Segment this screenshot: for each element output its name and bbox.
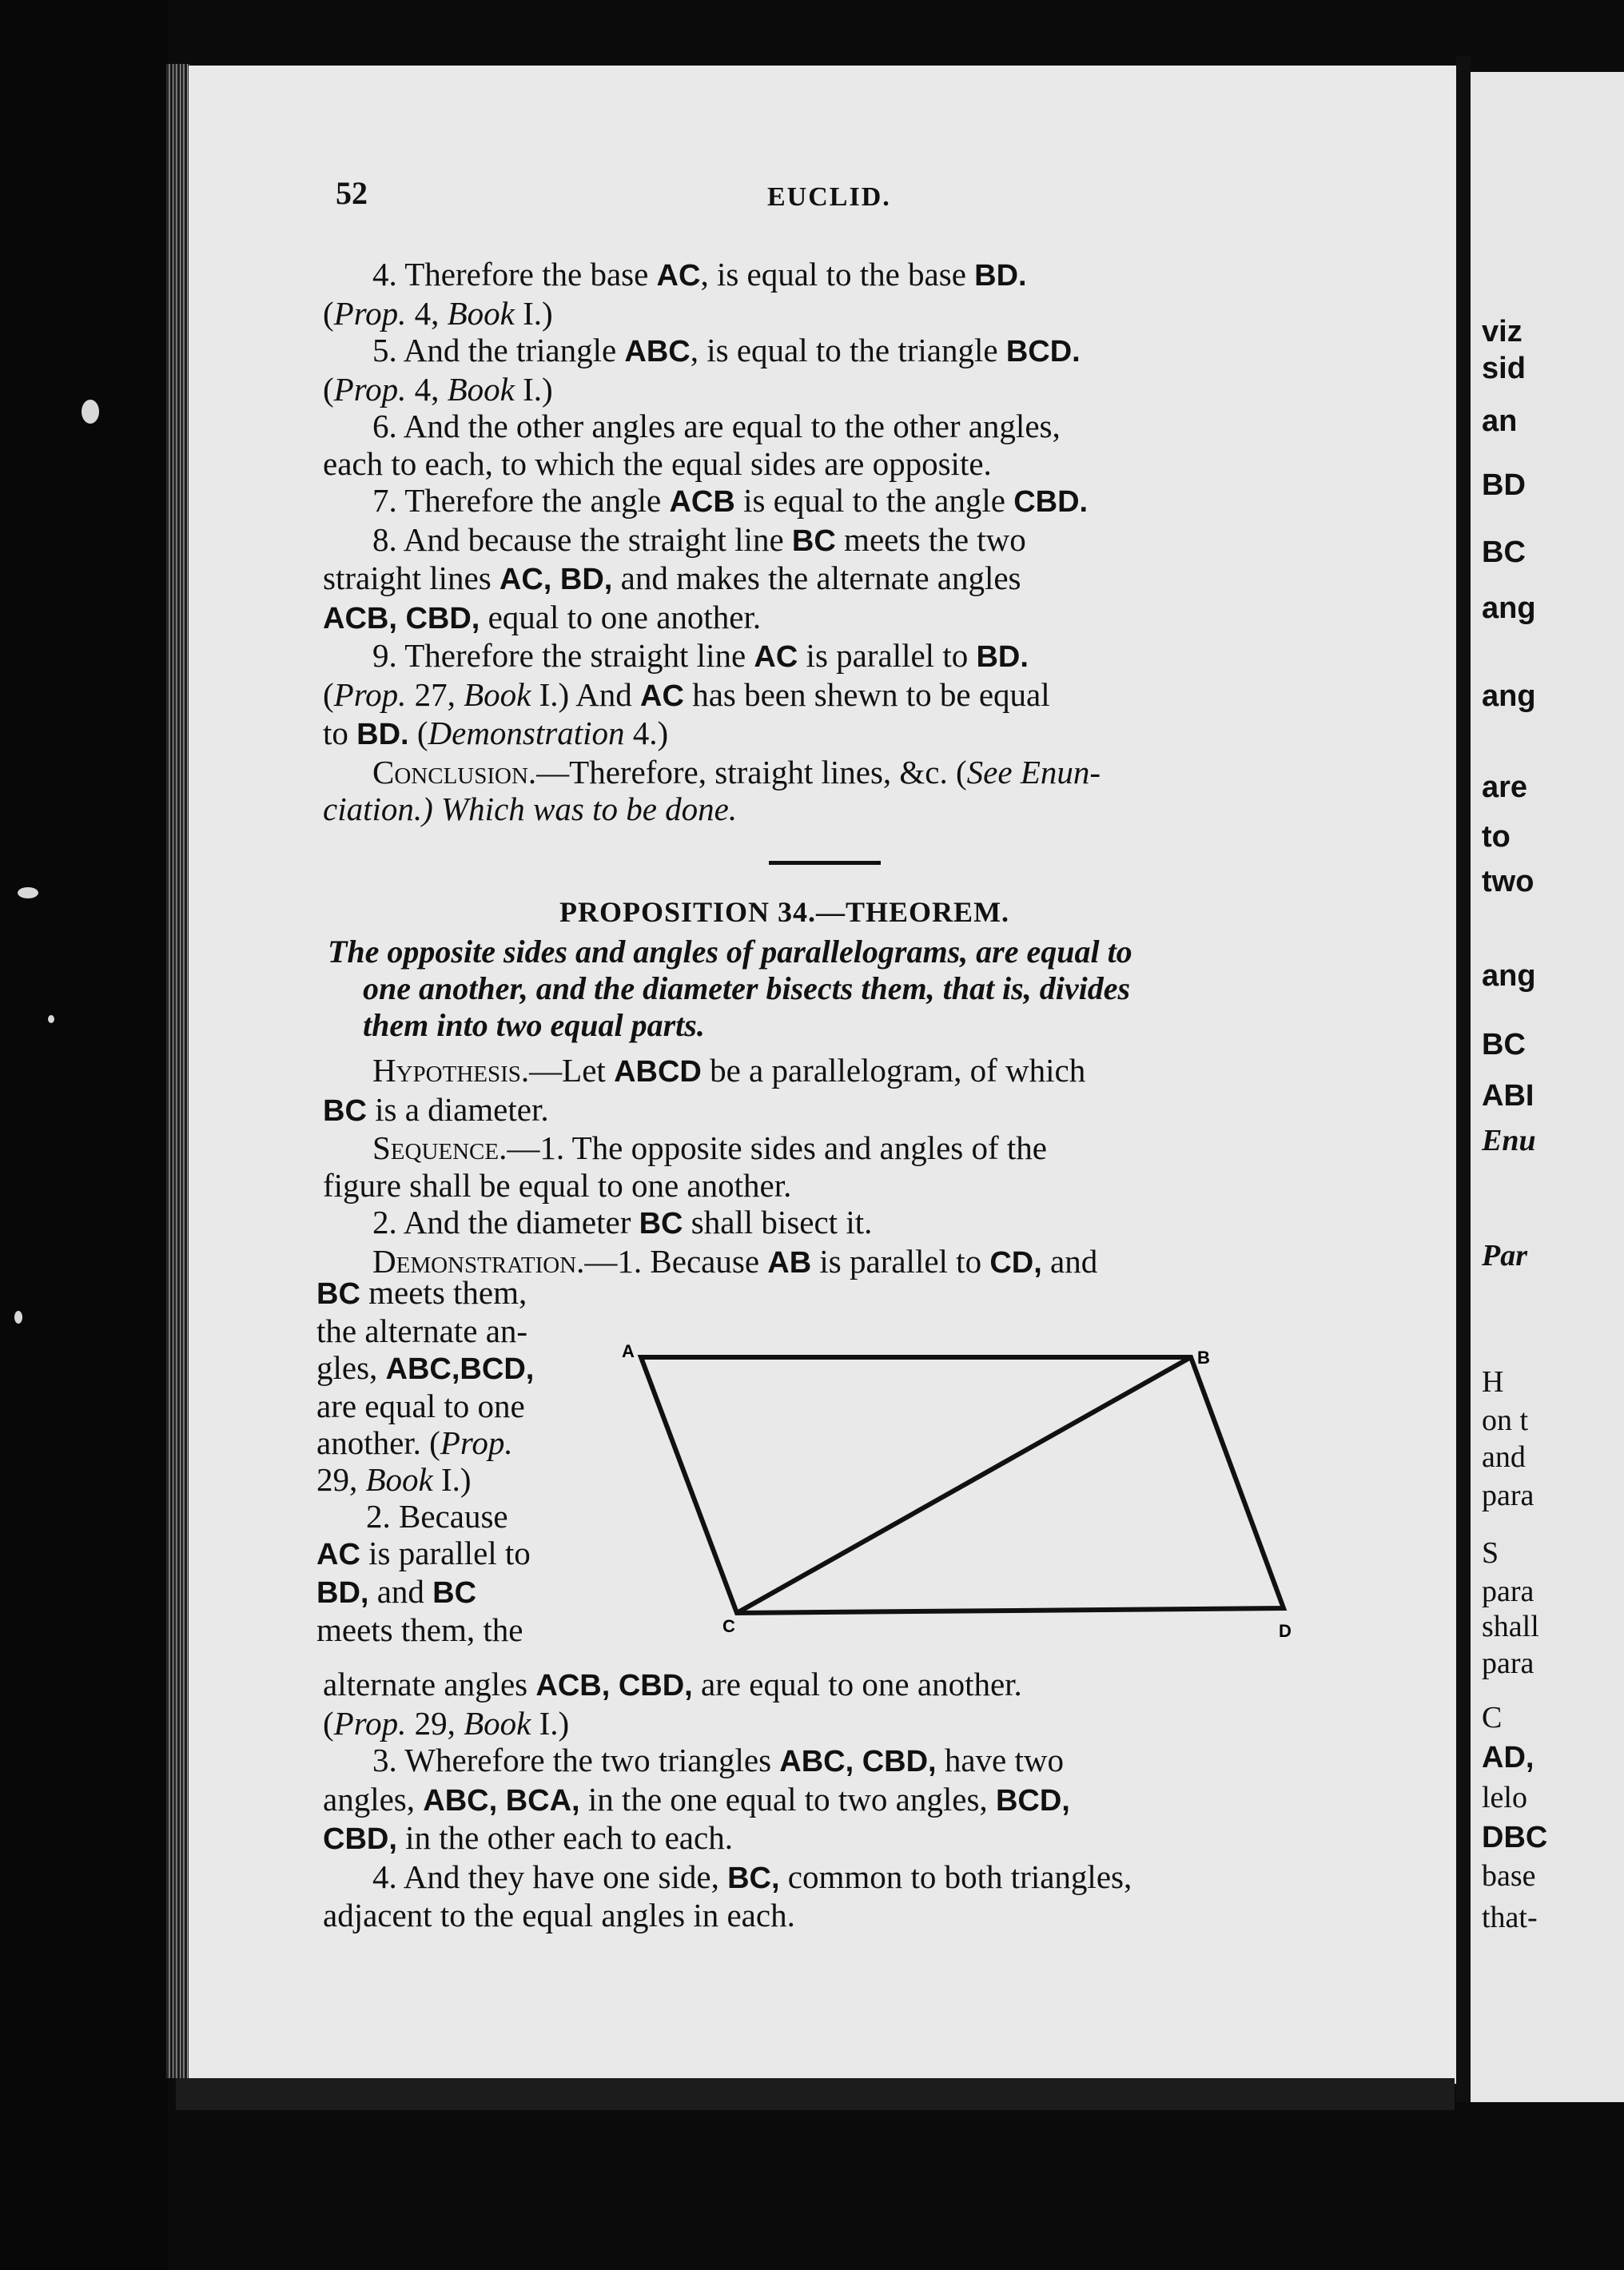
facing-page-fragment: two — [1482, 865, 1534, 898]
text-run: —Let — [529, 1052, 615, 1089]
text-run: has been shewn to be equal — [683, 675, 1050, 713]
text-run: BD, — [316, 1576, 369, 1610]
text-run: CBD, — [323, 1822, 397, 1856]
text-run: Book — [447, 294, 515, 332]
text-run: meets them, — [360, 1274, 527, 1311]
text-run: ACB, CBD, — [535, 1669, 693, 1702]
steps-middle — [323, 1052, 1322, 1281]
text-run: le — [592, 332, 625, 368]
text-line — [323, 1705, 1322, 1742]
text-line — [323, 445, 1322, 483]
text-run: AC — [656, 259, 701, 293]
figure-side-text — [316, 1274, 580, 1648]
text-run: ABC,BCD, — [385, 1352, 535, 1386]
page-gutter — [1456, 56, 1471, 2102]
enunciation-line: them into two equal parts. — [363, 1007, 705, 1043]
text-run: I.) — [514, 370, 553, 408]
text-run: 5. And the trian — [372, 332, 577, 368]
text-run: AC — [640, 679, 684, 713]
text-run: Prop. — [333, 1704, 407, 1742]
text-run: adjacent to the equal angles in each. — [323, 1897, 795, 1933]
text-run: 6. And the other angles are equal to the other angles, — [372, 408, 1061, 444]
text-run: Book — [464, 675, 531, 713]
text-run: BC — [791, 524, 836, 558]
text-line — [323, 295, 1322, 333]
facing-page-fragment: ang — [1482, 591, 1536, 625]
facing-page-fragment: H — [1482, 1365, 1504, 1399]
text-run: AC — [316, 1538, 360, 1571]
text-run: BCD, — [995, 1783, 1070, 1818]
text-run: —Therefore, straight lines, &c. ( — [536, 753, 967, 791]
text-line — [316, 1274, 580, 1312]
diameter-bc — [737, 1357, 1191, 1613]
text-run: and — [1041, 1242, 1098, 1280]
text-run: 29, — [406, 1704, 464, 1742]
text-line — [323, 791, 1322, 828]
text-run: I.) — [514, 294, 553, 332]
facing-page-fragment: viz — [1482, 315, 1522, 348]
text-run: BD. — [974, 259, 1027, 293]
facing-page-fragment: that- — [1482, 1901, 1538, 1934]
text-run: another. ( — [316, 1424, 440, 1461]
facing-page-fragment: para — [1482, 1647, 1534, 1680]
facing-page-fragment: sid — [1482, 352, 1526, 385]
text-line — [323, 371, 1322, 408]
facing-page-fragment: BD — [1482, 468, 1526, 502]
text-run: Prop. — [333, 675, 407, 713]
text-run: in the other each to each. — [396, 1819, 733, 1856]
facing-page-fragment: ang — [1482, 959, 1536, 993]
facing-page-fragment: ABI — [1482, 1079, 1534, 1113]
facing-page-fragment: lelo — [1482, 1781, 1527, 1814]
steps-bottom — [323, 1666, 1322, 1934]
facing-page-fragment: on t — [1482, 1404, 1529, 1437]
text-run: gles, — [316, 1349, 386, 1386]
text-line — [323, 676, 1322, 715]
facing-page-fragment: C — [1482, 1701, 1503, 1734]
label-b: B — [1197, 1348, 1210, 1368]
book-spine — [166, 64, 190, 2078]
text-run: and makes the alternate angles — [612, 560, 1021, 596]
text-run: is parallel to — [360, 1535, 531, 1571]
text-run: I.) — [531, 1704, 570, 1742]
text-run: is parallel to — [811, 1242, 990, 1280]
text-run: is equal to the angle — [734, 482, 1014, 519]
text-run: 2. Because — [366, 1498, 508, 1535]
label-d: D — [1279, 1621, 1292, 1641]
facing-page-fragment: to — [1482, 820, 1511, 854]
text-line — [323, 1167, 1322, 1205]
text-run: BCD. — [1005, 335, 1081, 368]
label-c: C — [722, 1616, 735, 1636]
facing-page-fragment: ang — [1482, 679, 1536, 713]
text-run: ( — [323, 675, 334, 713]
text-line — [316, 1461, 580, 1498]
text-run: Prop. — [333, 370, 407, 408]
text-line — [316, 1349, 580, 1388]
facing-page-fragment: are — [1482, 771, 1528, 804]
text-run: straight lines — [323, 560, 500, 596]
text-run: g — [576, 332, 593, 368]
facing-page-fragment: DBC — [1482, 1821, 1548, 1854]
text-run: is a diameter. — [366, 1090, 549, 1128]
text-run: Demonstration. — [372, 1242, 585, 1280]
text-run: meets the two — [835, 520, 1026, 558]
text-run: the alternate an- — [316, 1312, 528, 1349]
text-run: AC — [754, 640, 798, 674]
text-run: 4, — [406, 370, 448, 408]
text-line — [323, 521, 1322, 560]
text-run: 7. Therefore the angle — [372, 482, 670, 519]
facing-page-fragment: and — [1482, 1440, 1526, 1474]
text-run: AB — [767, 1245, 812, 1280]
text-run: 3. Wherefore the two triangles — [372, 1742, 780, 1778]
text-line — [323, 1204, 1322, 1243]
text-line — [323, 1781, 1322, 1820]
text-line — [323, 754, 1322, 791]
text-run: BC — [323, 1093, 367, 1128]
facing-page-fragment: an — [1482, 404, 1518, 438]
text-line — [316, 1498, 580, 1535]
text-line — [323, 599, 1322, 638]
text-run: ABCD — [614, 1055, 702, 1089]
text-run: BD. — [976, 640, 1029, 674]
facing-page-fragment: para — [1482, 1575, 1534, 1608]
text-run: AC, BD, — [499, 563, 613, 596]
text-run: CD, — [989, 1245, 1042, 1280]
text-run: are equal to one — [316, 1388, 525, 1424]
text-line — [323, 1742, 1322, 1781]
text-run: —1. The opposite sides and angles of the — [507, 1129, 1047, 1166]
text-run: common to both triangles, — [779, 1858, 1132, 1895]
facing-page-fragment: S — [1482, 1536, 1499, 1570]
text-run: shall bisect it. — [683, 1204, 873, 1241]
text-run: 9. Therefore the straight line — [372, 637, 754, 674]
text-run: I.) And — [531, 675, 641, 713]
text-run: alternate angles — [323, 1666, 536, 1702]
text-line — [323, 408, 1322, 445]
text-run: ACB, CBD, — [323, 601, 480, 635]
text-line — [323, 637, 1322, 676]
text-run: BC — [639, 1207, 683, 1241]
text-line — [323, 332, 1322, 371]
text-run: angles, — [323, 1780, 424, 1818]
text-line — [323, 1666, 1322, 1705]
text-run: ciation.) — [323, 791, 433, 827]
text-line — [323, 482, 1322, 521]
scan-speck — [48, 1015, 54, 1023]
text-run: Prop. — [440, 1424, 513, 1461]
text-line — [316, 1573, 580, 1611]
text-line — [316, 1388, 580, 1424]
facing-page-fragment: BC — [1482, 536, 1526, 569]
facing-page-fragment: para — [1482, 1479, 1534, 1512]
text-run: Hypothesis. — [372, 1052, 530, 1089]
text-run: each to each, to which the equal sides are opposite. — [323, 444, 992, 482]
scan-speck — [14, 1311, 22, 1324]
facing-page-fragment: BC — [1482, 1028, 1526, 1061]
facing-page-fragment: Par — [1482, 1239, 1527, 1272]
text-run: 4.) — [624, 715, 669, 751]
facing-page-fragment: shall — [1482, 1610, 1539, 1643]
text-run: , is equal to the base — [700, 256, 975, 293]
facing-page — [1471, 72, 1624, 2102]
scan-speck — [82, 400, 99, 424]
text-run: ABC — [624, 335, 691, 368]
text-run: 2. And the diameter — [372, 1204, 639, 1241]
text-run: Which was to be done. — [441, 791, 738, 827]
text-run: I.) — [432, 1461, 472, 1498]
text-line — [316, 1535, 580, 1573]
enunciation — [328, 934, 1327, 1044]
text-run: meets them, the — [316, 1611, 523, 1648]
text-run: in the one equal to two angles, — [579, 1780, 996, 1818]
text-run: 4. And they have one side, — [372, 1858, 728, 1895]
text-line — [323, 1819, 1322, 1858]
text-run: Demonstration — [428, 715, 625, 751]
text-run: ( — [323, 294, 334, 332]
text-run: See Enun- — [966, 753, 1101, 791]
text-line — [323, 715, 1322, 754]
text-run: ABC, CBD, — [779, 1745, 937, 1778]
label-a: A — [622, 1341, 635, 1361]
text-line — [316, 1312, 580, 1349]
scan-speck — [18, 887, 38, 898]
text-run: be a parallelogram, of which — [701, 1052, 1086, 1089]
facing-page-fragment: AD, — [1482, 1741, 1534, 1774]
text-run: Conclusion. — [372, 753, 537, 791]
text-run: BD. — [356, 718, 409, 751]
facing-page-fragment: Enu — [1482, 1124, 1536, 1157]
text-line — [323, 1858, 1322, 1898]
scan-background — [0, 0, 168, 2270]
text-run: and — [368, 1573, 433, 1610]
steps-top — [323, 256, 1322, 828]
text-run: 4. Therefore the base — [372, 256, 657, 293]
text-line — [323, 1091, 1322, 1130]
parallelogram-diagram — [615, 1336, 1311, 1648]
text-line — [323, 1052, 1322, 1091]
text-run: CBD. — [1013, 485, 1089, 519]
text-run: ACB — [669, 485, 735, 519]
text-run: are equal to one another. — [692, 1666, 1022, 1702]
text-run: ( — [323, 1704, 334, 1742]
section-rule — [769, 861, 881, 865]
text-run: to — [323, 715, 357, 751]
enunciation-line: The opposite sides and angles of parallelograms, are equal to — [328, 934, 1132, 970]
running-title: EUCLID. — [767, 182, 891, 212]
text-run: ( — [323, 370, 334, 408]
text-run: Book — [464, 1704, 531, 1742]
text-run: 27, — [406, 675, 464, 713]
page-number: 52 — [336, 175, 368, 211]
page-edge-shadow — [176, 2078, 1455, 2110]
text-run: Prop. — [333, 294, 407, 332]
text-line — [316, 1424, 580, 1461]
text-line — [316, 1611, 580, 1648]
text-run: Sequence. — [372, 1129, 508, 1166]
text-run: , is equal to the triangle — [690, 332, 1006, 368]
text-run: BC, — [727, 1861, 780, 1895]
text-run: have two — [936, 1742, 1065, 1778]
text-run: BC — [316, 1277, 360, 1311]
text-line — [323, 560, 1322, 599]
text-run: Book — [365, 1461, 433, 1498]
enunciation-line: one another, and the diameter bisects them, that is, divides — [363, 970, 1131, 1006]
text-run: is parallel to — [798, 637, 977, 674]
text-run: —1. Because — [584, 1242, 768, 1280]
text-run: figure shall be equal to one another. — [323, 1166, 792, 1204]
text-run: 4, — [406, 294, 448, 332]
text-run: equal to one another. — [480, 598, 762, 635]
text-line — [323, 1129, 1322, 1167]
text-run: ( — [408, 715, 428, 751]
text-run: 8. And because the straight line — [372, 520, 792, 558]
text-run: BC — [432, 1576, 477, 1610]
text-run: Book — [447, 370, 515, 408]
text-run — [433, 791, 441, 827]
text-run: ABC, BCA, — [423, 1783, 580, 1818]
text-line — [323, 256, 1322, 295]
text-run: 29, — [316, 1461, 366, 1498]
facing-page-fragment: base — [1482, 1859, 1536, 1893]
text-line — [323, 1897, 1322, 1934]
proposition-title: PROPOSITION 34.—THEOREM. — [559, 896, 1010, 928]
